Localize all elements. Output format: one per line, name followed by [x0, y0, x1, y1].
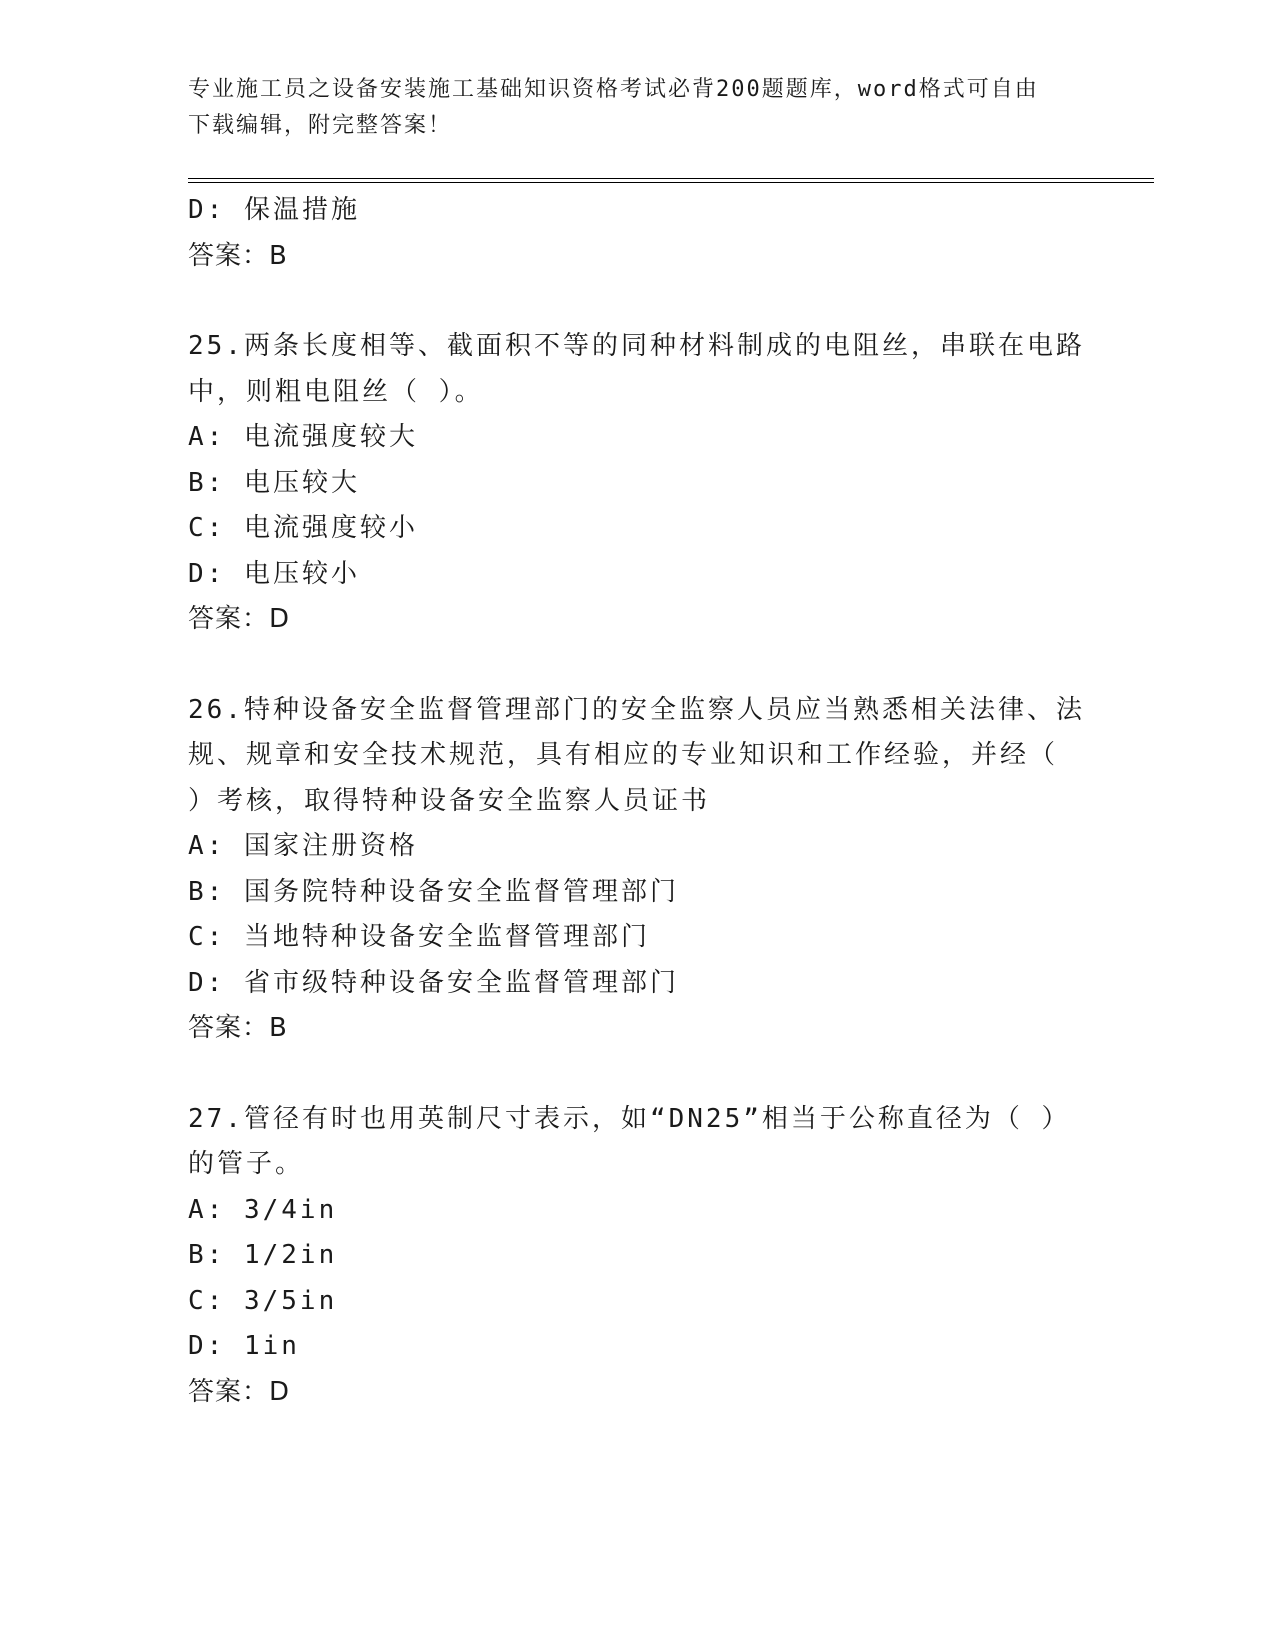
- document-body: [188, 188, 1088, 1415]
- option-c: C: 电流强度较小: [188, 513, 418, 543]
- question-27: [188, 1097, 1088, 1416]
- option-b: B: 电压较大: [188, 467, 360, 498]
- answer-line: 答案：D: [188, 604, 291, 634]
- spacer: [188, 643, 1088, 688]
- question-stem: [188, 688, 1088, 825]
- stem-line: 26.特种设备安全监督管理部门的安全监察人员应当熟悉相关法律、法: [188, 694, 1085, 725]
- header-divider-top: [188, 178, 1154, 179]
- spacer: [188, 1052, 1088, 1097]
- option-a: A: 国家注册资格: [188, 831, 418, 861]
- question-fragment: [188, 188, 1088, 279]
- option-d: D: 省市级特种设备安全监督管理部门: [188, 967, 679, 998]
- option-d: D: 保温措施: [188, 195, 360, 225]
- question-stem: [188, 324, 1088, 415]
- stem-line: 27.管径有时也用英制尺寸表示，如“DN25”相当于公称直径为（ ）: [188, 1103, 1071, 1134]
- header-line-2: 下载编辑，附完整答案！: [188, 113, 453, 138]
- option-c: C: 当地特种设备安全监督管理部门: [188, 922, 650, 952]
- answer-line: 答案：B: [188, 240, 288, 271]
- question-26: [188, 688, 1088, 1052]
- header-divider-bottom: [188, 182, 1154, 183]
- option-a: A: 3/4in: [188, 1194, 338, 1225]
- stem-line: 的管子。: [188, 1149, 305, 1179]
- option-b: B: 国务院特种设备安全监督管理部门: [188, 876, 679, 907]
- option-c: C: 3/5in: [188, 1285, 338, 1316]
- document-header: [188, 72, 1088, 144]
- stem-line: 25.两条长度相等、截面积不等的同种材料制成的电阻丝，串联在电路: [188, 331, 1085, 361]
- option-a: A: 电流强度较大: [188, 422, 418, 452]
- question-25: [188, 324, 1088, 643]
- stem-line: 规、规章和安全技术规范，具有相应的专业知识和工作经验，并经（: [188, 740, 1059, 770]
- header-line-1: 专业施工员之设备安装施工基础知识资格考试必背200题题库，word格式可自由: [188, 77, 1039, 102]
- answer-line: 答案：B: [188, 1013, 288, 1043]
- spacer: [188, 279, 1088, 324]
- stem-line: ）考核，取得特种设备安全监察人员证书: [188, 785, 711, 816]
- stem-line: 中，则粗电阻丝（ ）。: [188, 376, 484, 407]
- answer-line: 答案：D: [188, 1376, 291, 1407]
- option-b: B: 1/2in: [188, 1240, 338, 1270]
- option-d: D: 1in: [188, 1331, 300, 1361]
- question-stem: [188, 1097, 1088, 1188]
- option-d: D: 电压较小: [188, 558, 360, 589]
